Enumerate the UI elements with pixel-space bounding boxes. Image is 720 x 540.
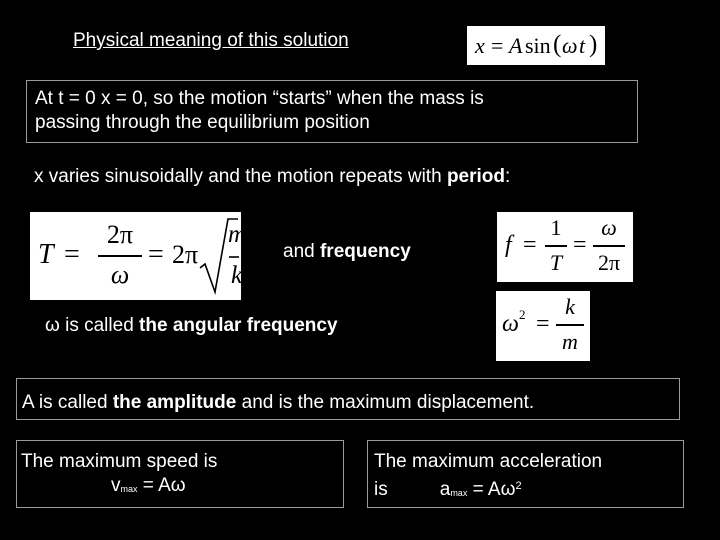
eq-omega-sq-symbol: ω [502,311,519,337]
max-acceleration-is: is [374,479,388,500]
eq-period-equals-1: = [64,239,80,270]
eq-omega-sq-equals: = [536,311,550,337]
eq-freq-equals-2: = [573,232,587,258]
eq-freq-numerator-2: ω [601,215,617,240]
eq-freq-denominator-1: T [549,250,563,275]
eq-period-equals-2: = [148,239,164,270]
eq-close-paren: ) [589,31,598,58]
amplitude-term: the amplitude [112,392,237,413]
eq-freq-denominator-2: 2π [597,250,621,275]
eq-x-symbol: x [475,33,485,58]
omega-squared-equation [496,291,590,361]
frequency-label [283,240,411,264]
max-speed-rest: = Aω [137,475,186,496]
max-speed-v: v [111,475,121,496]
initial-condition-line-1: At t = 0 x = 0, so the motion “starts” when the mass is [35,88,484,109]
eq-freq-f: f [505,232,512,258]
initial-condition-line-2: passing through the equilibrium position [35,112,370,133]
eq-amplitude-symbol: A [509,33,523,58]
period-equation [30,212,247,300]
frequency-equation [497,212,633,282]
max-speed-formula [21,474,343,501]
eq-open-paren: ( [553,31,562,58]
max-acceleration-formula [374,474,683,505]
eq-t-symbol: t [579,33,586,58]
eq-omega-sq-exponent: 2 [519,307,526,322]
eq-omega-sq-denominator: m [562,329,578,354]
angular-frequency-prefix: ω is called [45,315,140,336]
eq-period-mass: m [228,221,247,248]
eq-period-T: T [38,239,54,270]
max-speed-box [16,440,344,508]
initial-condition-box [26,80,638,143]
frequency-term: frequency [319,241,411,262]
eq-omega-symbol: ω [562,33,578,58]
period-statement-prefix: x varies sinusoidally and the motion repeats with [34,166,447,187]
page-title: Physical meaning of this solution [73,30,349,51]
max-acceleration-a: a [439,479,451,500]
eq-freq-numerator-1: 1 [550,215,562,240]
eq-period-fraction-bar [98,255,142,257]
period-term: period [446,166,505,187]
period-statement-colon: : [505,166,511,187]
frequency-label-prefix: and [283,241,320,262]
eq-period-numerator: 2π [106,220,134,249]
max-acceleration-box [367,440,684,508]
max-acceleration-subscript: max [450,488,468,498]
angular-frequency-term: the angular frequency [139,315,338,336]
eq-sin-function: sin [525,33,551,58]
max-acceleration-rest: = Aω [467,479,516,500]
eq-freq-equals-1: = [523,232,537,258]
max-speed-line-1: The maximum speed is [21,451,218,472]
max-acceleration-exponent: 2 [515,480,522,492]
period-statement [34,165,510,189]
max-speed-subscript: max [120,484,138,494]
eq-omega-sq-numerator: k [565,294,575,319]
amplitude-statement [22,391,679,415]
eq-equals: = [491,33,504,58]
eq-omega-sq-fraction-bar [556,324,584,326]
amplitude-prefix: A is called [22,392,113,413]
solution-equation [467,26,605,65]
eq-period-coefficient: 2π [172,240,199,269]
angular-frequency-label [45,314,338,338]
eq-period-spring-constant: k [231,262,243,289]
eq-period-denominator: ω [110,260,130,289]
eq-freq-fraction-bar-2 [593,245,625,247]
max-acceleration-line-1: The maximum acceleration [374,451,603,472]
eq-freq-fraction-bar-1 [545,245,567,247]
amplitude-suffix: and is the maximum displacement. [236,392,535,413]
amplitude-box [16,378,680,420]
